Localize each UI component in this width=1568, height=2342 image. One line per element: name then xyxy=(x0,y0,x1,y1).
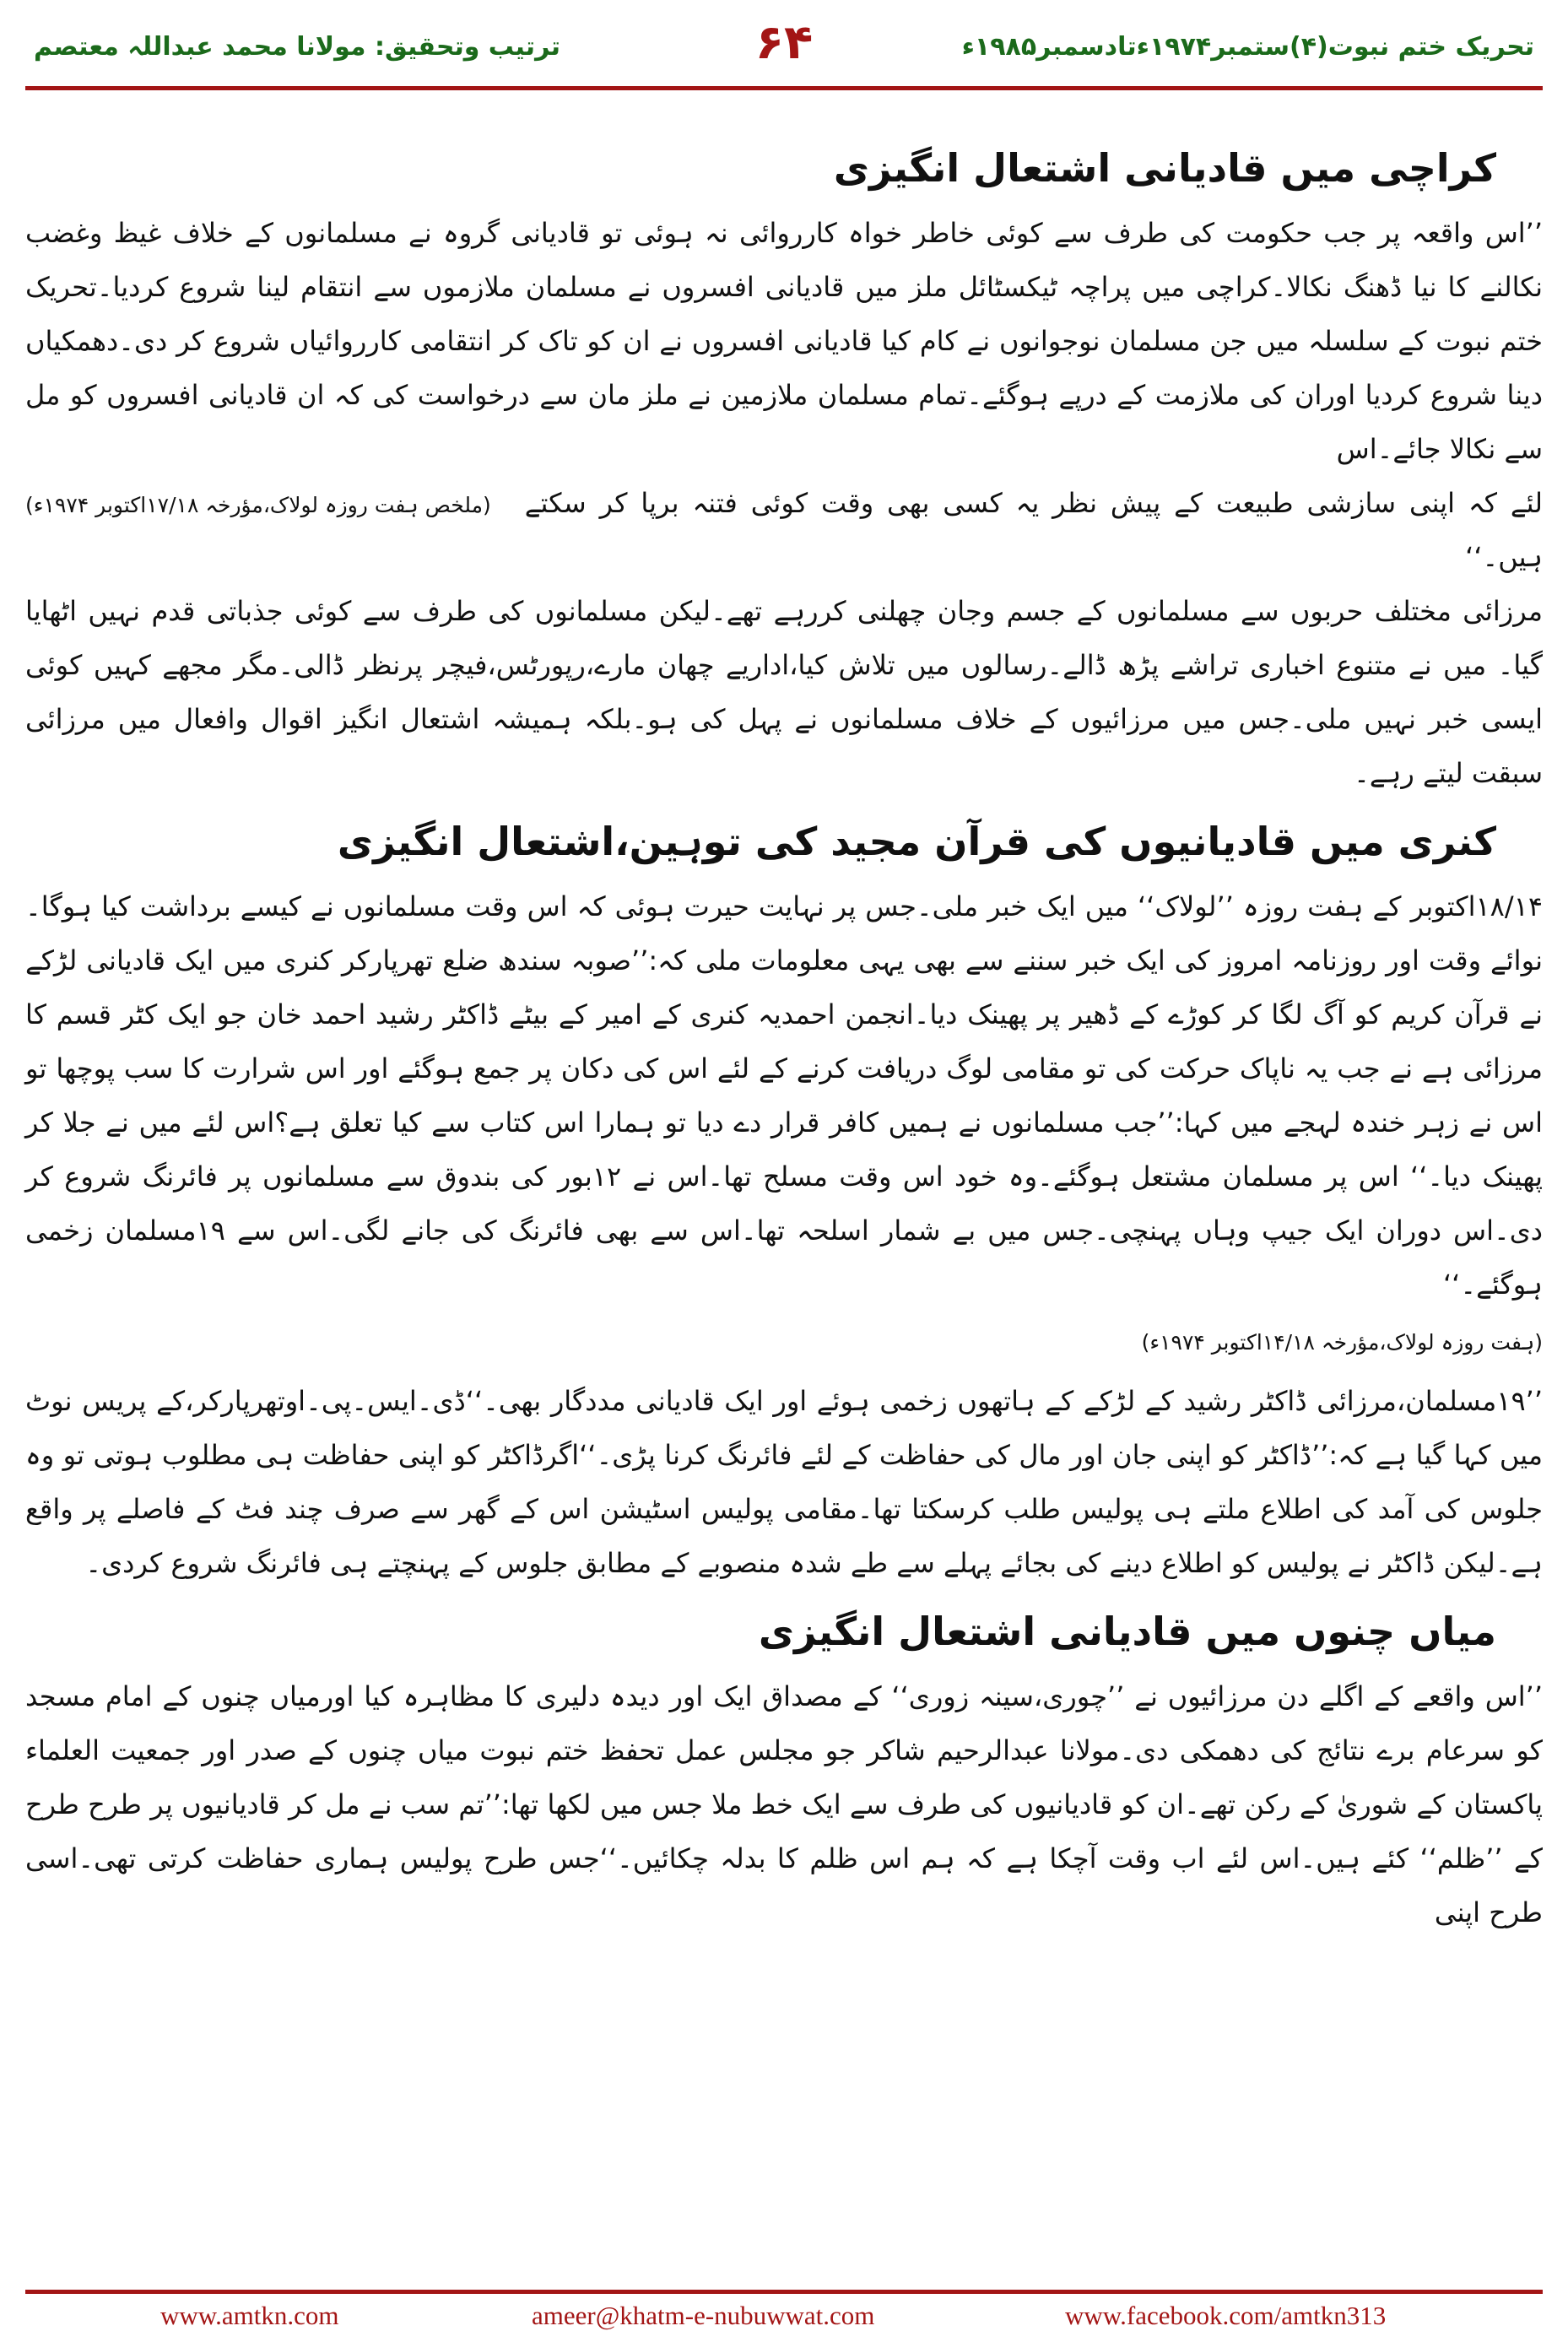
paragraph: مرزائی مختلف حربوں سے مسلمانوں کے جسم وجان چھلنی کررہے تھے۔لیکن مسلمانوں کی طرف سے کوئی جذباتی قدم نہیں اٹھایا گیا۔ میں نے متنوع اخباری تراشے پڑھ ڈالے۔رسالوں میں تلاش کیا،اداریے چھان مارے،رپورٹس،فیچر پرنظر ڈالی۔مگر مجھے کہیں کوئی ایسی خبر نہیں ملی۔جس میں مرزائیوں کے خلاف مسلمانوں نے پہل کی ہو۔بلکہ ہمیشہ اشتعال انگیز اقوال وافعال میں مرزائی سبقت لیتے رہے۔ xyxy=(25,595,1544,789)
compiler-credit: ترتیب وتحقیق: مولانا محمد عبداللہ معتصم xyxy=(34,32,560,62)
email-link[interactable]: ameer@khatm-e-nubuwwat.com xyxy=(532,2301,875,2330)
section-heading-mian-channu: میاں چنوں میں قادیانی اشتعال انگیزی xyxy=(758,1609,1496,1654)
citation: (ہفت روزہ لولاک،مؤرخہ ۱۴/۱۸اکتوبر ۱۹۷۴ء) xyxy=(1141,1330,1543,1355)
paragraph-end: لئے کہ اپنی سازشی طبیعت کے پیش نظر یہ کسی بھی وقت کوئی فتنہ برپا کر سکتے ہیں۔‘‘ xyxy=(524,487,1543,573)
page-header xyxy=(0,0,1568,127)
header-rule xyxy=(25,86,1543,90)
section-heading-karachi: کراچی میں قادیانی اشتعال انگیزی xyxy=(833,145,1496,191)
paragraph: ۱۸/۱۴اکتوبر کے ہفت روزہ ’’لولاک‘‘ میں ایک خبر ملی۔جس پر نہایت حیرت ہوئی کہ اس وقت مسلمانوں نے کیسے برداشت کیا ہوگا۔نوائے وقت اور روزنامہ امروز کی ایک خبر سننے سے بھی یہی معلومات ملی کہ:’’صوبہ سندھ ضلع تھرپارکر کنری میں ایک قادیانی لڑکے نے قرآن کریم کو آگ لگا کر کوڑے کے ڈھیر پر پھینک دیا۔انجمن احمدیہ کنری کے امیر کے بیٹے ڈاکٹر رشید احمد خان جو ایک کٹر قسم کا مرزائی ہے نے جب یہ ناپاک حرکت کی تو مقامی لوگ دریافت کرنے کے لئے اس کی دکان پر جمع ہوگئے اور اس شرارت کا سب پوچھا تو اس نے زہر خندہ لہجے میں کہا:’’جب مسلمانوں نے ہمیں کافر قرار دے دیا تو ہمارا اس کتاب سے کیا تعلق ہے؟اس لئے میں نے جلا کر پھینک دیا۔‘‘ اس پر مسلمان مشتعل ہوگئے۔وہ خود اس وقت مسلح تھا۔اس نے ۱۲بور کی بندوق سے مسلمانوں پر فائرنگ شروع کر دی۔اس دوران ایک جیپ وہاں پہنچی۔جس میں بے شمار اسلحہ تھا۔اس سے بھی فائرنگ کی جانے لگی۔اس سے ۱۹مسلمان زخمی ہوگئے۔‘‘ xyxy=(25,890,1544,1301)
footer-rule xyxy=(25,2290,1543,2294)
article-body xyxy=(25,127,1543,1939)
paragraph: ’’۱۹مسلمان،مرزائی ڈاکٹر رشید کے لڑکے کے ہاتھوں زخمی ہوئے اور ایک قادیانی مددگار بھی۔‘‘ڈی۔ایس۔پی۔اوتھرپارکر،کے پریس نوٹ میں کہا گیا ہے کہ:’’ڈاکٹر کو اپنی جان اور مال کی حفاظت کے لئے فائرنگ کرنا پڑی۔‘‘اگرڈاکٹر کو اپنی حفاظت ہی مطلوب ہوتی تو وہ جلوس کی آمد کی اطلاع ملتے ہی پولیس طلب کرسکتا تھا۔مقامی پولیس اسٹیشن اس کے گھر سے صرف چند فٹ کے فاصلے پر واقع ہے۔لیکن ڈاکٹر نے پولیس کو اطلاع دینے کی بجائے پہلے سے طے شدہ منصوبے کے مطابق جلوس کے پہنچتے ہی فائرنگ شروع کردی۔ xyxy=(25,1385,1543,1579)
section-heading-kunri: کنری میں قادیانیوں کی قرآن مجید کی توہین،اشتعال انگیزی xyxy=(337,819,1496,864)
page-footer xyxy=(0,2297,1568,2334)
paragraph: ’’اس واقعے کے اگلے دن مرزائیوں نے ’’چوری،سینہ زوری‘‘ کے مصداق ایک اور دیدہ دلیری کا مظاہرہ کیا اورمیاں چنوں کے امام مسجد کو سرعام برے نتائج کی دھمکی دی۔مولانا عبدالرحیم شاکر جو مجلس عمل تحفظ ختم نبوت میاں چنوں کے صدر اور جمعیت العلماء پاکستان کے شوریٰ کے رکن تھے۔ان کو قادیانیوں کی طرف سے ایک خط ملا جس میں لکھا تھا:’’تم سب نے مل کر قادیانیوں پر طرح طرح کے ’’ظلم‘‘ کئے ہیں۔اس لئے اب وقت آچکا ہے کہ ہم اس ظلم کا بدلہ چکائیں۔‘‘جس طرح پولیس ہماری حفاظت کرتی تھی۔اسی طرح اپنی xyxy=(25,1680,1544,1928)
website-link[interactable]: www.amtkn.com xyxy=(160,2301,339,2330)
citation: (ملخص ہفت روزہ لولاک،مؤرخہ ۱۷/۱۸اکتوبر ۱۹۷۴ء) xyxy=(25,493,491,517)
series-title: تحریک ختم نبوت(۴)ستمبر۱۹۷۴ءتادسمبر۱۹۸۵ء xyxy=(961,32,1534,62)
facebook-link[interactable]: www.facebook.com/amtkn313 xyxy=(1065,2301,1387,2330)
page-number: ۶۴ xyxy=(754,15,814,70)
paragraph: ’’اس واقعہ پر جب حکومت کی طرف سے کوئی خاطر خواہ کارروائی نہ ہوئی تو قادیانی گروہ نے مسلمانوں کے خلاف غیظ وغضب نکالنے کا نیا ڈھنگ نکالا۔کراچی میں پراچہ ٹیکسٹائل ملز میں قادیانی افسروں نے مسلمان ملازموں سے انتقام لینا شروع کردیا۔تحریک ختم نبوت کے سلسلہ میں جن مسلمان نوجوانوں نے کام کیا قادیانی افسروں نے ان کو تاک کر انتقامی کارروائیاں شروع کر دی۔دھمکیاں دینا شروع کردیا اوران کی ملازمت کے درپے ہوگئے۔تمام مسلمان ملازمین نے ملز مان سے درخواست کی کہ ان قادیانی افسروں کو مل سے نکالا جائے۔اس xyxy=(25,217,1544,465)
quote-end-row xyxy=(25,476,1543,584)
